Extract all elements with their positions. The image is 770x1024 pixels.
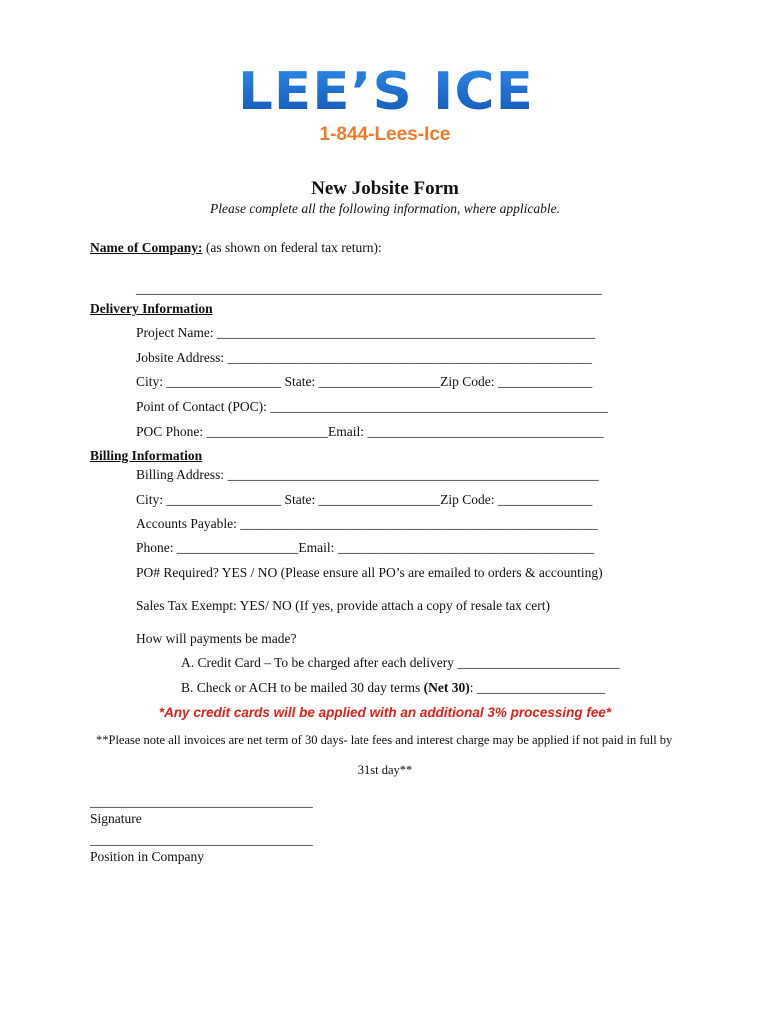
poc-phone-email-field[interactable]: POC Phone: __________________Email: ___________________________________ <box>136 424 604 439</box>
company-name-prompt <box>90 240 382 256</box>
credit-card-fee-notice: *Any credit cards will be applied with an additional 3% processing fee* <box>158 705 612 720</box>
payment-method-question: How will payments be made? <box>136 631 297 646</box>
invoice-terms-note-continued: 31st day** <box>357 763 413 777</box>
project-name-field[interactable]: Project Name: ________________________________________________________ <box>136 325 595 340</box>
billing-heading: Billing Information <box>90 448 203 463</box>
signature-label: Signature <box>90 811 142 826</box>
poc-field[interactable]: Point of Contact (POC): __________________________________________________ <box>136 399 608 414</box>
signature-line[interactable]: _________________________________ <box>90 794 313 809</box>
position-label: Position in Company <box>90 849 205 864</box>
billing-city-state-zip-field[interactable]: City: _________________ State: __________________Zip Code: ______________ <box>136 492 593 507</box>
payment-option-credit-card[interactable]: A. Credit Card – To be charged after each delivery ________________________ <box>181 655 620 670</box>
payment-option-b-text: B. Check or ACH to be mailed 30 day terms <box>181 680 424 695</box>
company-name-hint: (as shown on federal tax return): <box>202 240 382 255</box>
company-name-field[interactable]: _____________________________________________________________________ <box>136 281 602 296</box>
payment-option-check-ach[interactable] <box>181 680 605 696</box>
jobsite-address-field[interactable]: Jobsite Address: ______________________________________________________ <box>136 350 593 365</box>
payment-option-b-line: : ___________________ <box>469 680 606 695</box>
billing-phone-email-field[interactable]: Phone: __________________Email: ______________________________________ <box>136 540 595 555</box>
company-name-label: Name of Company: <box>90 240 203 255</box>
form-title: New Jobsite Form <box>311 178 459 199</box>
po-required-question[interactable]: PO# Required? YES / NO (Please ensure all PO’s are emailed to orders & accounting) <box>136 565 603 580</box>
delivery-city-state-zip-field[interactable]: City: _________________ State: __________________Zip Code: ______________ <box>136 374 593 389</box>
phone-number: 1-844-Lees-Ice <box>319 124 451 145</box>
invoice-terms-note: **Please note all invoices are net term of 30 days- late fees and interest charge may be applied if not paid in full by <box>96 733 673 747</box>
position-line[interactable]: _________________________________ <box>90 832 313 847</box>
form-subtitle: Please complete all the following information, where applicable. <box>209 201 561 216</box>
lees-ice-logo <box>236 66 536 116</box>
svg-text:LEE’S ICE: LEE’S ICE <box>238 66 534 116</box>
accounts-payable-field[interactable]: Accounts Payable: _____________________________________________________ <box>136 516 598 531</box>
sales-tax-question[interactable]: Sales Tax Exempt: YES/ NO (If yes, provide attach a copy of resale tax cert) <box>136 598 551 613</box>
net-30-label: (Net 30) <box>423 680 470 695</box>
billing-address-field[interactable]: Billing Address: _______________________________________________________ <box>136 467 599 482</box>
delivery-heading: Delivery Information <box>90 301 213 316</box>
